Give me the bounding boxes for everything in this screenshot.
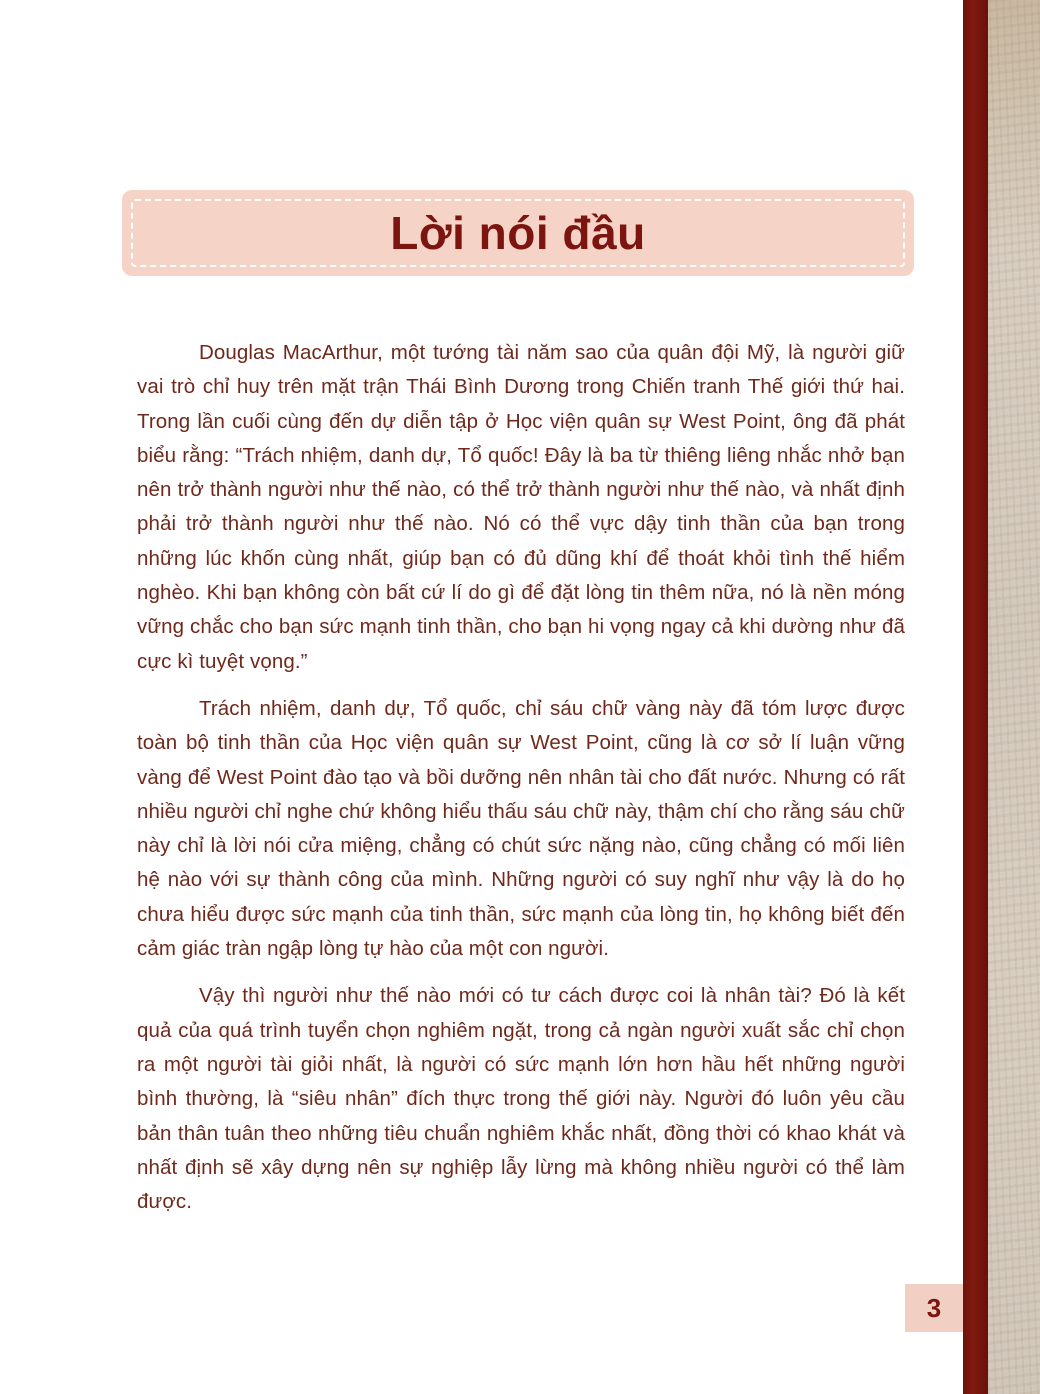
body-content bbox=[137, 336, 905, 1232]
title-banner bbox=[122, 190, 914, 276]
paragraph: Douglas MacArthur, một tướng tài năm sao của quân đội Mỹ, là người giữ vai trò chỉ huy trên mặt trận Thái Bình Dương trong Chiến tranh Thế giới thứ hai. Trong lần cuối cùng đến dự diễn tập ở Học viện quân sự West Point, ông đã phát biểu rằng: “Trách nhiệm, danh dự, Tổ quốc! Đây là ba từ thiêng liêng nhắc nhở bạn nên trở thành người như thế nào, có thể trở thành người như thế nào, và nhất định phải trở thành người như thế nào. Nó có thể vực dậy tinh thần của bạn trong những lúc khốn cùng nhất, giúp bạn có đủ dũng khí để thoát khỏi tình thế hiểm nghèo. Khi bạn không còn bất cứ lí do gì để đặt lòng tin thêm nữa, nó là nền móng vững chắc cho bạn sức mạnh tinh thần, cho bạn hi vọng ngay cả khi dường như đã cực kì tuyệt vọng.” bbox=[137, 341, 905, 673]
paragraph: Vậy thì người như thế nào mới có tư cách được coi là nhân tài? Đó là kết quả của quá trình tuyển chọn nghiêm ngặt, trong cả ngàn người xuất sắc chỉ chọn ra một người tài giỏi nhất, là người có sức mạnh lớn hơn hầu hết những người bình thường, là “siêu nhân” đích thực trong thế giới này. Người đó luôn yêu cầu bản thân tuân theo những tiêu chuẩn nghiêm khắc nhất, đồng thời có khao khát và nhất định sẽ xây dựng nên sự nghiệp lẫy lừng mà không nhiều người có thể làm được. bbox=[137, 984, 905, 1214]
page-number: 3 bbox=[926, 1292, 942, 1323]
paper-texture-strip bbox=[988, 0, 1040, 1394]
page-title: Lời nói đầu bbox=[390, 207, 646, 259]
page-number-badge bbox=[905, 1284, 963, 1332]
paragraph: Trách nhiệm, danh dự, Tổ quốc, chỉ sáu chữ vàng này đã tóm lược được toàn bộ tinh thần của Học viện quân sự West Point, cũng là cơ sở lí luận vững vàng để West Point đào tạo và bồi dưỡng nên nhân tài cho đất nước. Nhưng có rất nhiều người chỉ nghe chứ không hiểu thấu sáu chữ này, thậm chí cho rằng sáu chữ này chỉ là lời nói cửa miệng, chẳng có chút sức nặng nào, cũng chẳng có mối liên hệ nào với sự thành công của mình. Những người có suy nghĩ như vậy là do họ chưa hiểu được sức mạnh của tinh thần, sức mạnh của lòng tin, họ không biết đến cảm giác tràn ngập lòng tự hào của một con người. bbox=[137, 696, 905, 961]
spine-stripe bbox=[963, 0, 988, 1394]
